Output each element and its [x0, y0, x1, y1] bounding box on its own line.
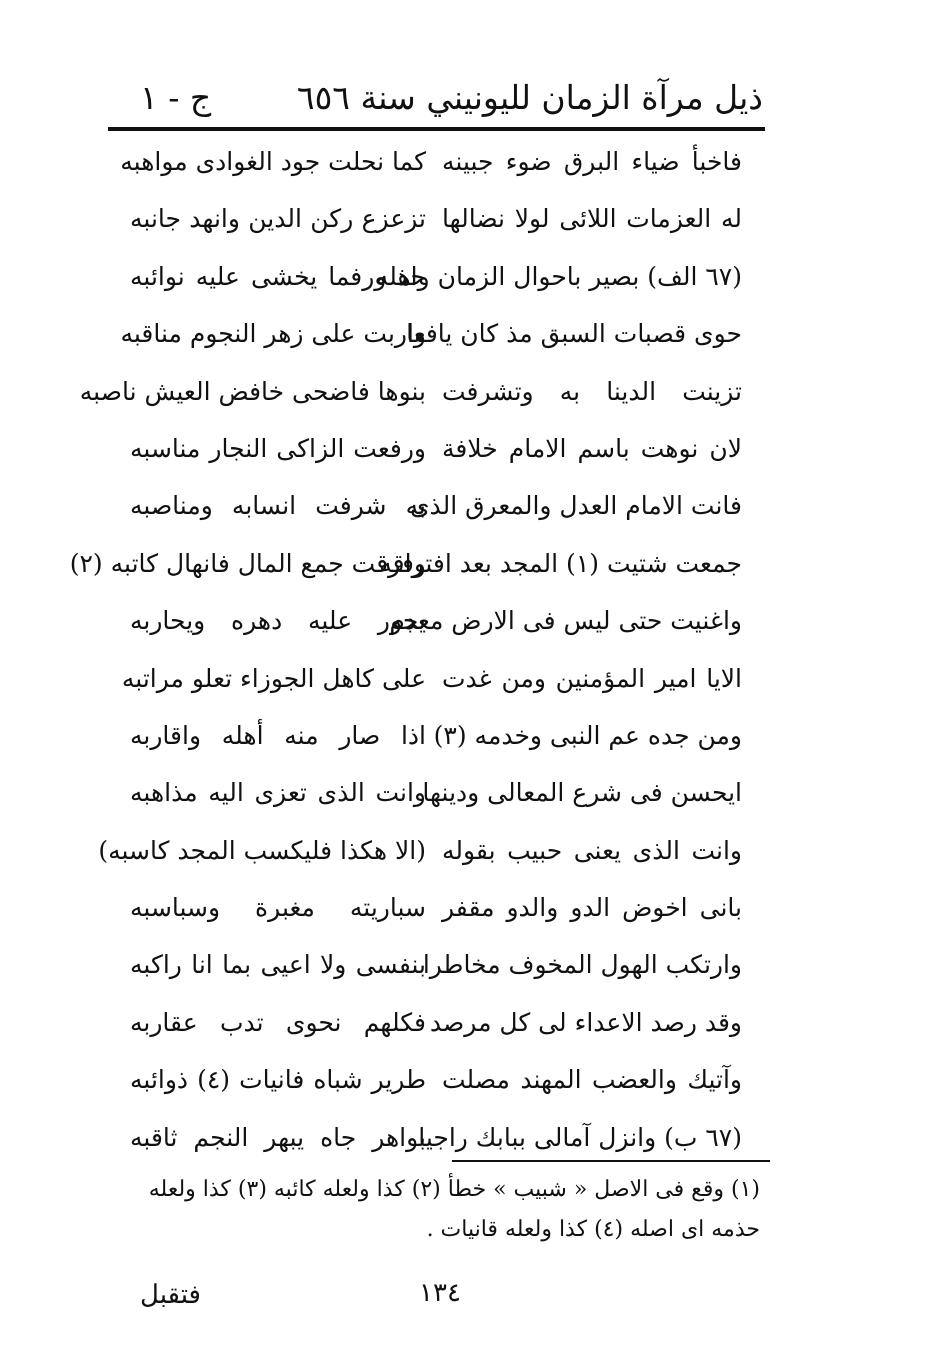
verse-line [120, 305, 742, 362]
footnotes [118, 1170, 760, 1250]
verse-line [130, 592, 742, 649]
second-hemistich: على كاهل الجوزاء تعلو مراتبه [121, 663, 426, 693]
first-hemistich: جمعت شتيت (١) المجد بعد افتراقه [379, 548, 742, 578]
second-hemistich: كما نحلت جود الغوادى مواهبه [120, 147, 426, 176]
second-hemistich: فكلهم نحوى تدب عقاربه [130, 1007, 426, 1037]
second-hemistich: سباريته مغبرة وسباسبه [130, 893, 426, 923]
first-hemistich: لان نوهت باسم الامام خلافة [442, 433, 742, 463]
first-hemistich: فانت الامام العدل والمعرق الذى [409, 491, 742, 521]
verse-line [130, 248, 742, 305]
footnote-line: حذمه اى اصله (٤) كذا ولعله قانيات . [426, 1217, 760, 1242]
verse-line [69, 535, 742, 592]
second-hemistich: تزعزع ركن الدين وانهد جانبه [130, 204, 426, 234]
verse-line [98, 822, 742, 879]
verse-line [130, 994, 742, 1051]
first-hemistich: (٦٧ الف) بصير باحوال الزمان واهله [375, 261, 742, 291]
verse-line [130, 764, 742, 821]
verse-line [130, 477, 742, 534]
poem-body [69, 133, 742, 1166]
second-hemistich: وفرقت جمع المال فانهال كاتبه (٢) [69, 548, 426, 578]
volume-number: ج - ١ [140, 78, 212, 117]
verse-line [130, 1051, 742, 1108]
second-hemistich: (الا هكذا فليكسب المجد كاسبه) [98, 835, 426, 865]
running-title: ذيل مرآة الزمان لليونيني سنة ٦٥٦ [296, 78, 763, 117]
second-hemistich: بواهر جاه يبهر النجم ثاقبه [130, 1122, 426, 1152]
second-hemistich: به شرفت انسابه ومناصبه [130, 491, 426, 521]
verse-line [130, 879, 742, 936]
first-hemistich: وارتكب الهول المخوف مخاطرا [422, 950, 742, 980]
verse-line [120, 133, 742, 190]
header-rule [108, 127, 765, 131]
footnote-rule [452, 1160, 770, 1162]
catchword: فتقبل [140, 1280, 201, 1310]
verse-line [130, 707, 742, 764]
first-hemistich: (٦٧ ب) وانزل آمالى ببابك راجيا [418, 1122, 742, 1152]
first-hemistich: له العزمات اللائى لولا نضالها [442, 204, 742, 234]
second-hemistich: بنوها فاضحى خافض العيش ناصبه [79, 376, 426, 406]
verse-line [130, 420, 742, 477]
second-hemistich: واربت على زهر النجوم مناقبه [120, 319, 426, 349]
second-hemistich: اذا صار منه أهله واقاربه [130, 720, 426, 750]
verse-line [121, 650, 742, 707]
footnote-line: (١) وقع فى الاصل « شبيب » خطأ (٢) كذا ولعله كائبه (٣) كذا ولعله [148, 1177, 760, 1202]
second-hemistich: طرير شباه فانيات (٤) ذوائبه [130, 1065, 426, 1095]
first-hemistich: وقد رصد الاعداء لى كل مرصد [429, 1007, 742, 1037]
first-hemistich: حوى قصبات السبق مذ كان يافعا [406, 319, 742, 349]
second-hemistich: ورفعت الزاكى النجار مناسبه [130, 433, 426, 463]
verse-line [130, 190, 742, 247]
first-hemistich: الايا امير المؤمنين ومن غدت [442, 663, 742, 693]
verse-line [79, 363, 742, 420]
second-hemistich: بنفسى ولا اعيى بما انا راكبه [130, 950, 426, 980]
first-hemistich: وآتيك والعضب المهند مصلت [442, 1065, 742, 1095]
running-header [110, 72, 763, 124]
verse-line [130, 1109, 742, 1166]
second-hemistich: وانت الذى تعزى اليه مذاهبه [130, 778, 426, 808]
first-hemistich: وانت الذى يعنى حبيب بقوله [442, 835, 742, 865]
page-number: ١٣٤ [419, 1278, 461, 1308]
second-hemistich: حذ ورفما يخشى عليه نوائبه [130, 261, 426, 291]
first-hemistich: تزينت الدينا به وتشرفت [442, 376, 742, 406]
first-hemistich: ومن جده عم النبى وخدمه (٣) [433, 720, 742, 750]
first-hemistich: ايحسن فى شرع المعالى ودينها [422, 778, 742, 808]
first-hemistich: بانى اخوض الدو والدو مقفر [442, 893, 742, 923]
second-hemistich: يجور عليه دهره ويحاربه [130, 606, 426, 636]
verse-line [130, 936, 742, 993]
first-hemistich: واغنيت حتى ليس فى الارض معدم [389, 606, 742, 636]
first-hemistich: فاخبأ ضياء البرق ضوء جبينه [442, 147, 742, 176]
